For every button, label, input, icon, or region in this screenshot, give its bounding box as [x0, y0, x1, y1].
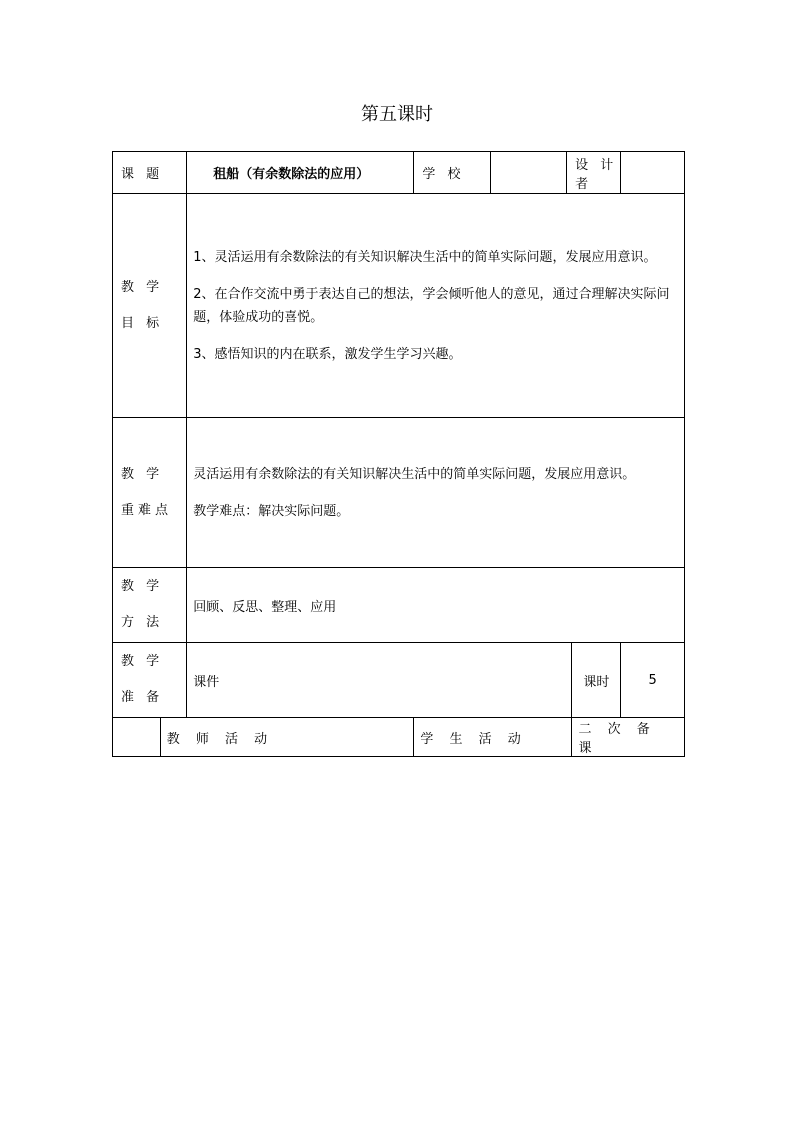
lesson-plan-table — [112, 151, 685, 757]
preparation-label-line1: 教 学 — [121, 654, 164, 669]
topic-label: 课 题 — [113, 152, 187, 194]
methods-label — [113, 568, 187, 643]
key-point-item: 教学难点：解决实际问题。 — [193, 503, 350, 519]
key-points-label — [113, 418, 187, 568]
topic-value: 租船（有余数除法的应用） — [187, 152, 414, 194]
key-points-label-line1: 教 学 — [121, 466, 164, 482]
key-point-item: 灵活运用有余数除法的有关知识解决生活中的简单实际问题，发展应用意识。 — [193, 466, 636, 482]
page-title: 第五课时 — [361, 104, 433, 125]
key-points-content — [187, 418, 685, 568]
preparation-label — [113, 643, 187, 718]
objectives-content — [187, 194, 685, 418]
objective-item: 1、灵活运用有余数除法的有关知识解决生活中的简单实际问题，发展应用意识。 — [193, 249, 657, 265]
period-value: 5 — [621, 643, 685, 718]
methods-value: 回顾、反思、整理、应用 — [187, 568, 685, 643]
preparation-value: 课件 — [187, 643, 572, 718]
objective-item: 2、在合作交流中勇于表达自己的想法，学会倾听他人的意见，通过合理解决实际问题，体验成功的喜悦。 — [193, 286, 670, 325]
designer-value — [621, 152, 685, 194]
header-row — [113, 152, 685, 194]
objective-item: 3、感悟知识的内在联系，激发学生学习兴趣。 — [193, 346, 462, 362]
key-points-row — [113, 418, 685, 568]
student-activity-header: 学 生 活 动 — [414, 718, 572, 757]
revision-header: 二 次 备 课 — [572, 718, 685, 757]
methods-row — [113, 568, 685, 643]
preparation-label-line2: 准 备 — [121, 690, 164, 705]
methods-label-line1: 教 学 — [121, 579, 164, 594]
key-points-label-line2: 重难点 — [121, 502, 173, 518]
objectives-row — [113, 194, 685, 418]
school-value — [490, 152, 566, 194]
preparation-row — [113, 643, 685, 718]
teacher-activity-header: 教 师 活 动 — [160, 718, 414, 757]
objectives-label-line2: 目 标 — [121, 315, 164, 331]
period-label: 课时 — [572, 643, 621, 718]
objectives-label — [113, 194, 187, 418]
methods-label-line2: 方 法 — [121, 615, 164, 630]
activities-blank-cell — [113, 718, 161, 757]
objectives-label-line1: 教 学 — [121, 279, 164, 295]
school-label: 学 校 — [414, 152, 490, 194]
designer-label: 设 计 者 — [567, 152, 621, 194]
activities-row — [113, 718, 685, 757]
